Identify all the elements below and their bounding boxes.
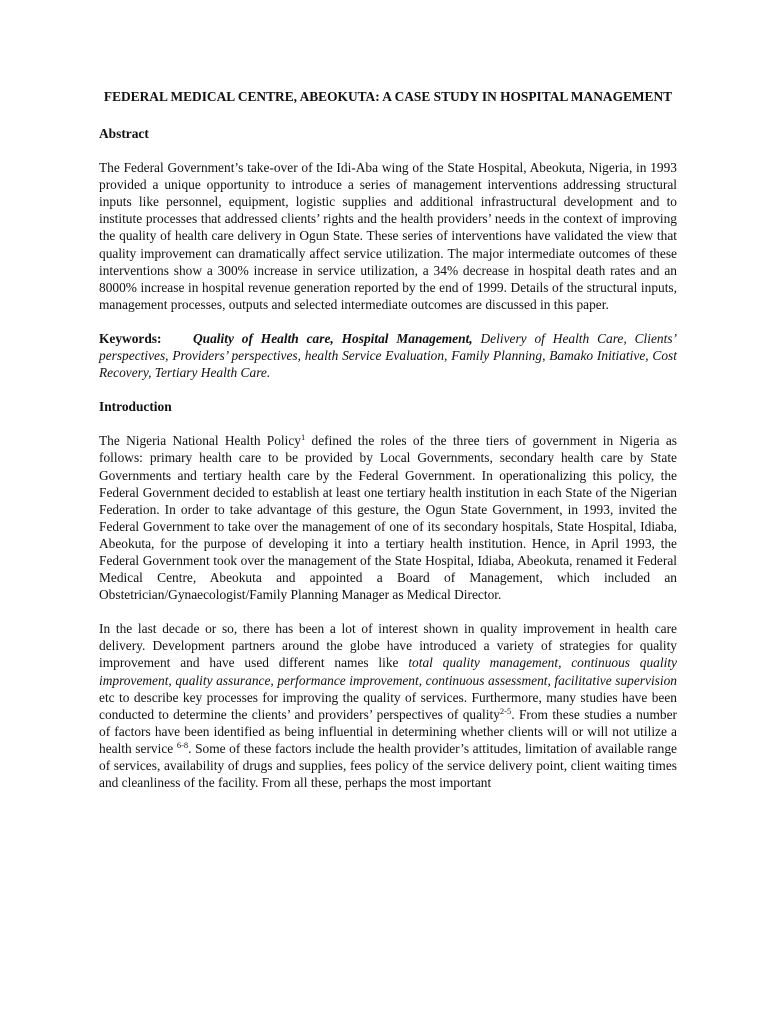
citation-1: 1 [301,432,306,443]
citation-2-5: 2-5 [499,705,512,716]
intro-p2-text-c: . From these studies a number of factors have been identified as being influential in determining whether clients will or will not utilize a health service [99,706,677,756]
intro-p1-text-a: The Nigeria National Health Policy [99,433,302,449]
abstract-heading: Abstract [99,126,149,141]
intro-p2-text-b: etc to describe key processes for improving the quality of services. Furthermore, many studies have been conducted to determine the clients’ and providers’ perspectives of quality [99,689,677,722]
introduction-heading: Introduction [99,399,172,415]
intro-p2-text-d: . Some of these factors include the health provider’s attitudes, limitation of available range of services, availability of drugs and supplies, fees policy of the service delivery point, client waiting times and cleanliness of the facility. From all these, perhaps the most important [99,740,677,791]
citation-6-8: 6-8 [176,739,189,750]
introduction-paragraph-1 [99,432,677,603]
abstract-paragraph: The Federal Government’s take-over of the Idi-Aba wing of the State Hospital, Abeokuta, Nigeria, in 1993 provided a unique opportunity to introduce a series of management interventions addressing structural inputs like personnel, equipment, logistic supplies and additional infrastructural development and to institute processes that addressed clients’ rights and the health providers’ needs in the context of improving the quality of health care delivery in Ogun State. These series of interventions have validated the view that quality improvement can dramatically affect service utilization. The major intermediate outcomes of these interventions show a 300% increase in service utilization, a 34% decrease in hospital death rates and an 8000% increase in hospital revenue generation reported by the end of 1999. Details of the structural inputs, management processes, outputs and selected intermediate outcomes are discussed in this paper. [99,160,677,312]
document-page [99,88,677,808]
intro-p2-italic-terms: total quality management, continuous quality improvement, quality assurance, performance improvement, continuous assessment, facilitative supervision [99,655,677,688]
keywords-secondary: Delivery of Health Care, Clients’ perspectives, Providers’ perspectives, health Service Evaluation, Family Planning, Bamako Initiative, Cost Recovery, Tertiary Health Care. [99,330,677,381]
intro-p1-text-b: defined the roles of the three tiers of government in Nigeria as follows: primary health care to be provided by Local Governments, secondary health care by State Governments and tertiary health care by the Federal Government. In operationalizing this policy, the Federal Government decided to establish at least one tertiary health institution in each State of the Nigerian Federation. In order to take advantage of this gesture, the Ogun State Government, in 1993, invited the Federal Government to take over the management of one of its secondary hospitals, State Hospital, Idiaba, Abeokuta, for the purpose of developing it into a tertiary health institution. Hence, in April 1993, the Federal Government took over the management of the State Hospital, Idiaba, Abeokuta, renamed it Federal Medical Centre, Abeokuta and appointed a Board of Management, which included an Obstetrician/Gynaecologist/Family Planning Manager as Medical Director. [99,433,677,603]
intro-p2-text-a: In the last decade or so, there has been a lot of interest shown in quality improvement in health care delivery. Development partners around the globe have introduced a variety of strategies for quality improvement and have used different names like [99,621,677,671]
introduction-paragraph-2 [99,620,677,791]
keywords-paragraph [99,330,677,381]
document-title: FEDERAL MEDICAL CENTRE, ABEOKUTA: A CASE STUDY IN HOSPITAL MANAGEMENT [103,89,673,104]
keywords-primary: Quality of Health care, Hospital Management, [192,330,473,346]
keywords-label: Keywords: [99,330,162,346]
